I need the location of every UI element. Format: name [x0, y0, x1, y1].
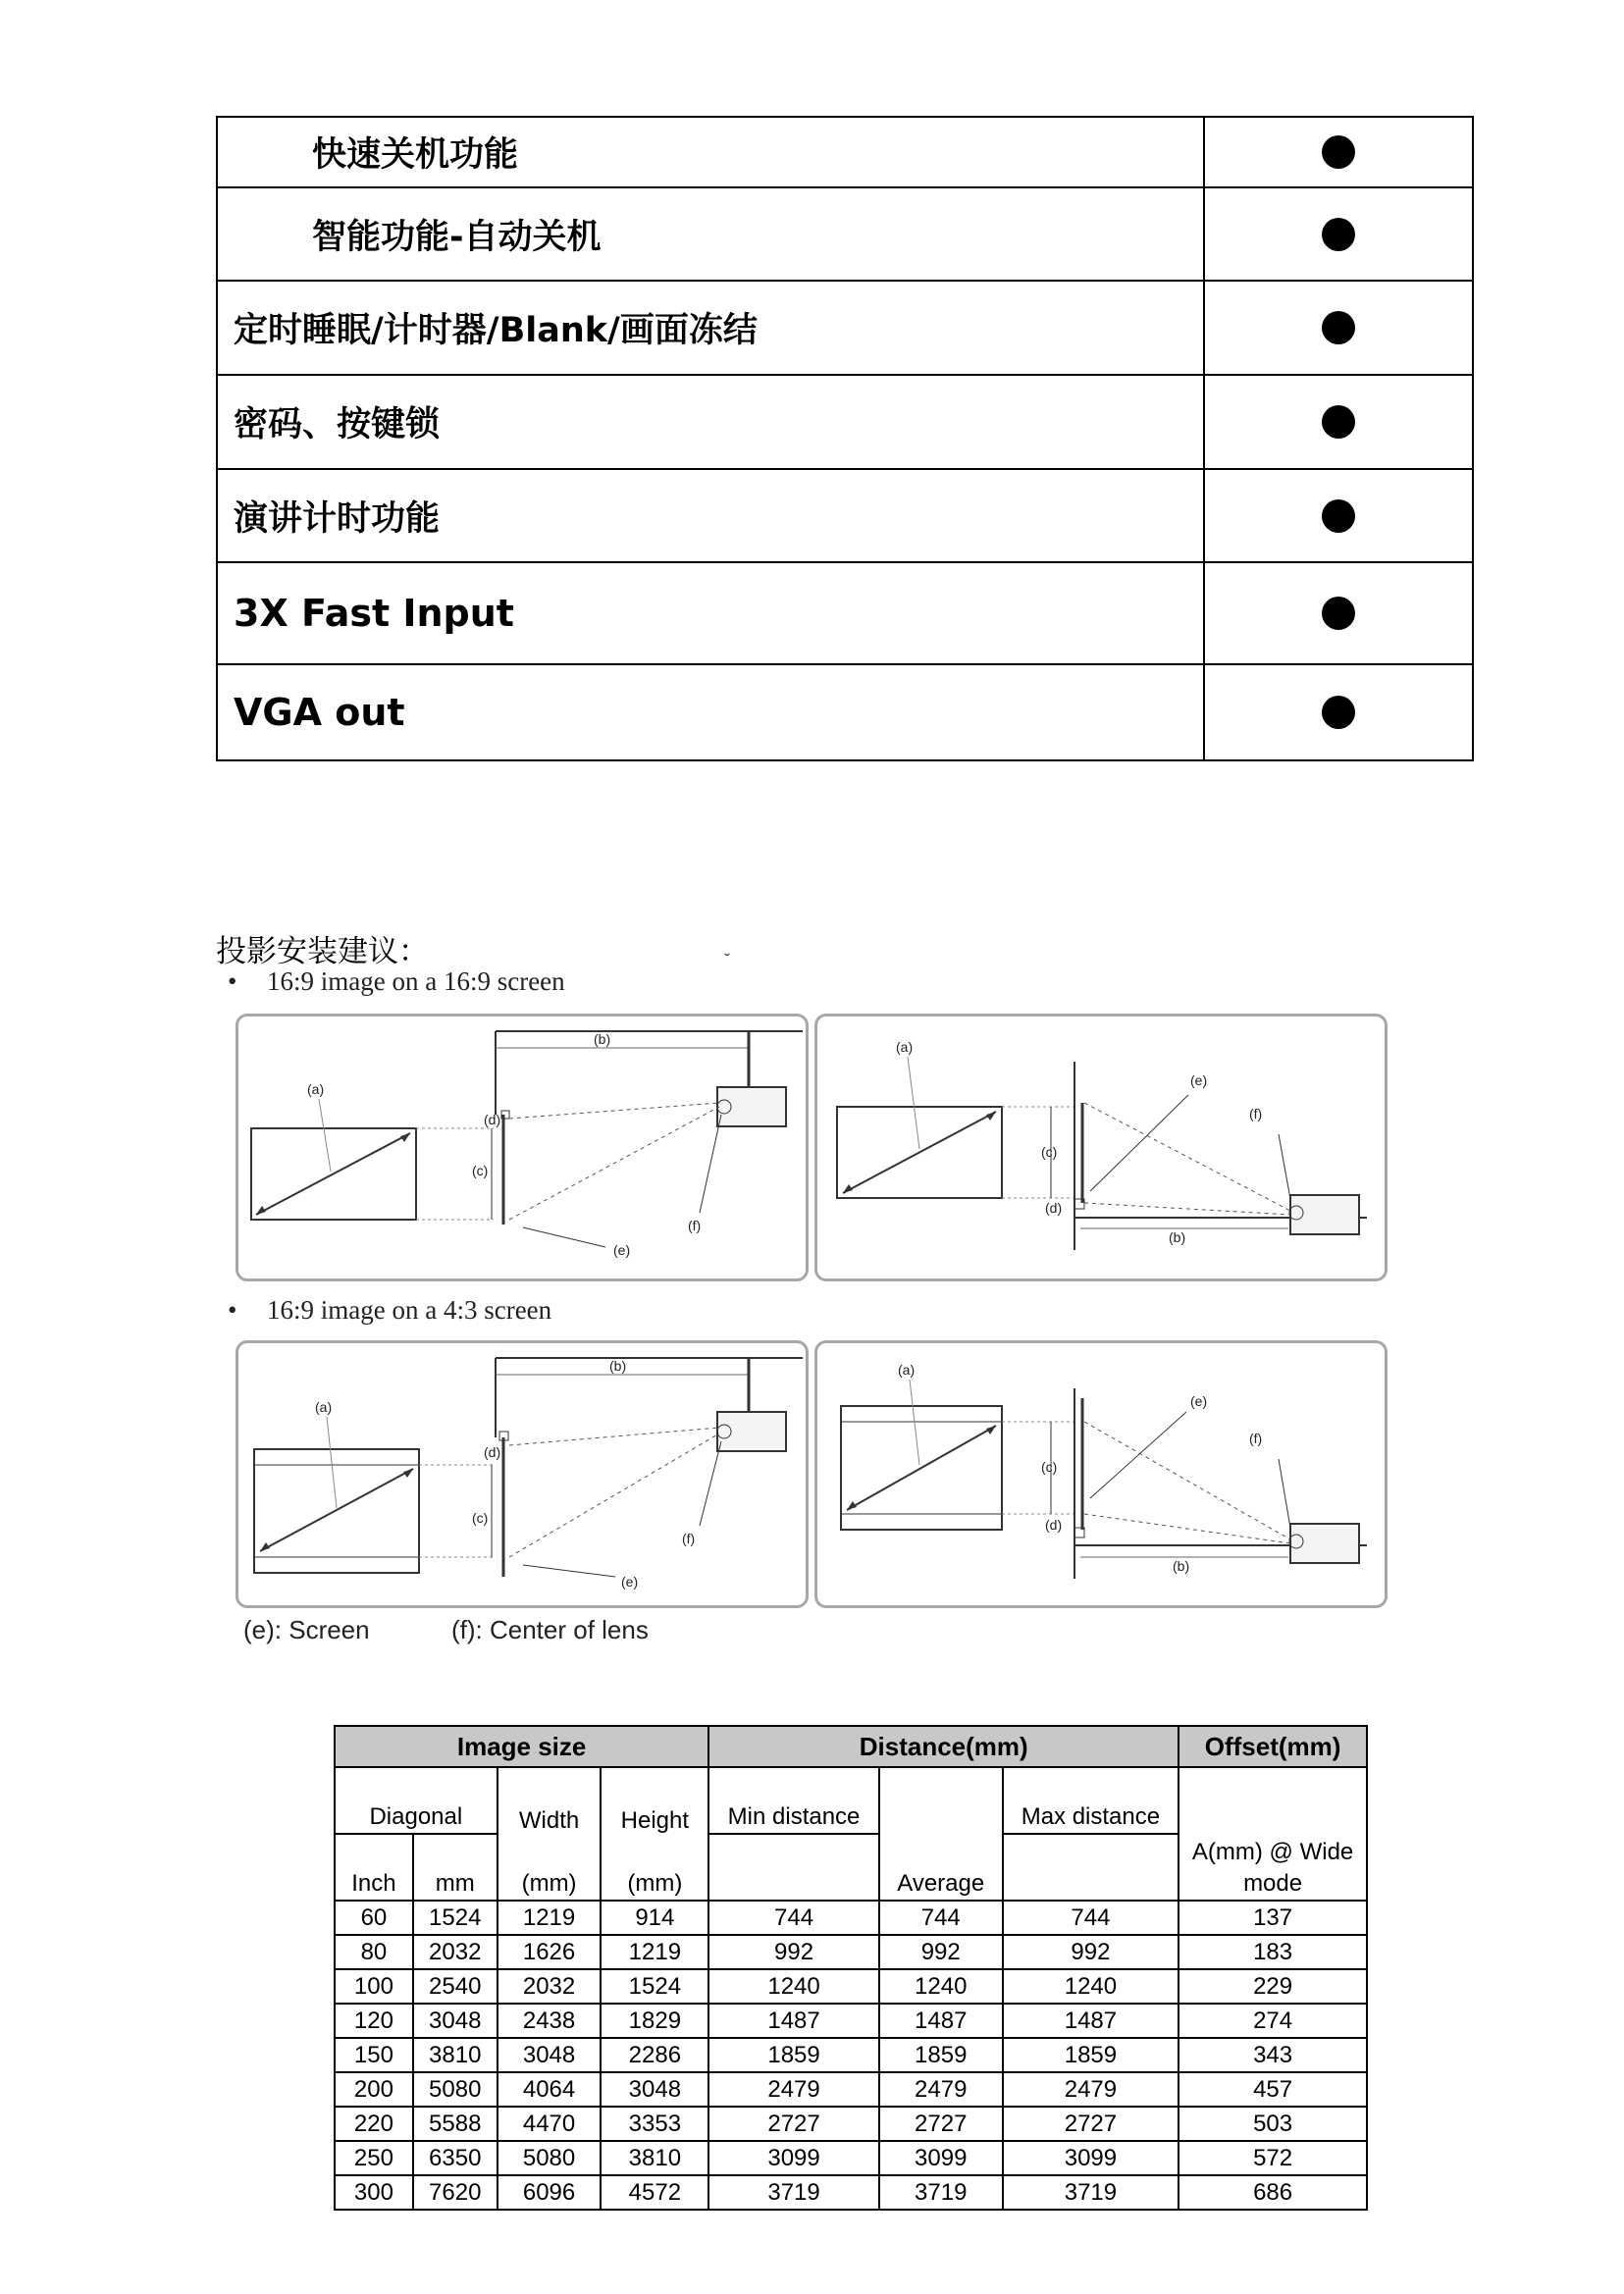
cell-offset: 686	[1179, 2175, 1367, 2210]
floor-mount-diagram	[817, 1017, 1390, 1284]
header-min-distance: Min distance	[708, 1767, 879, 1834]
cell-max: 2479	[1003, 2072, 1179, 2107]
feature-row	[217, 117, 1473, 187]
feature-support-cell	[1204, 375, 1473, 469]
feature-row	[217, 281, 1473, 375]
diagonal-arrow	[260, 1469, 413, 1551]
projection-ray	[1084, 1514, 1290, 1543]
cell-average: 1859	[879, 2038, 1003, 2072]
cell-average: 744	[879, 1901, 1003, 1935]
bullet-icon: •	[228, 1295, 237, 1325]
cell-offset: 183	[1179, 1935, 1367, 1969]
cell-inch: 300	[335, 2175, 413, 2210]
section-heading: 投影安装建议：	[216, 934, 429, 969]
feature-row	[217, 562, 1473, 664]
cell-offset: 572	[1179, 2141, 1367, 2175]
cell-average: 2727	[879, 2107, 1003, 2141]
cell-max: 1859	[1003, 2038, 1179, 2072]
caption-text: 16:9 image on a 4:3 screen	[267, 1295, 552, 1325]
diagram-floor-16-9	[814, 1014, 1388, 1281]
legend-screen: (e): Screen	[243, 1615, 370, 1644]
filled-circle-icon	[1322, 218, 1355, 251]
feature-name: 快速关机功能	[217, 117, 1204, 187]
feature-support-cell	[1204, 664, 1473, 760]
floor-mount-diagram	[817, 1343, 1390, 1611]
label-d: (d)	[484, 1112, 501, 1127]
leader-line	[319, 1099, 331, 1172]
cell-average: 2479	[879, 2072, 1003, 2107]
cell-min: 1859	[708, 2038, 879, 2072]
feature-name: 3X Fast Input	[217, 562, 1204, 664]
cell-mm: 2540	[413, 1969, 498, 2004]
label-f: (f)	[688, 1218, 702, 1233]
filled-circle-icon	[1322, 696, 1355, 729]
bullet-icon: •	[228, 966, 237, 996]
empty-cell	[708, 1834, 879, 1901]
diagonal-arrow	[847, 1426, 996, 1510]
leader-line	[327, 1417, 337, 1508]
cell-mm: 7620	[413, 2175, 498, 2210]
cell-height: 1219	[601, 1935, 708, 1969]
arrow-head	[986, 1426, 996, 1434]
header-width-label: Width	[518, 1807, 580, 1834]
header-image-size: Image size	[335, 1726, 708, 1767]
feature-name: VGA out	[217, 664, 1204, 760]
label-c: (c)	[1041, 1144, 1058, 1160]
cell-mm: 3048	[413, 2004, 498, 2038]
table-subheader	[335, 1767, 1367, 1834]
cell-width: 2438	[498, 2004, 602, 2038]
header-height	[601, 1767, 708, 1901]
filled-circle-icon	[1322, 597, 1355, 630]
label-a: (a)	[315, 1399, 333, 1415]
projection-ray	[509, 1103, 719, 1119]
table-row	[335, 2004, 1367, 2038]
label-a: (a)	[898, 1362, 916, 1378]
arrow-head	[400, 1133, 410, 1142]
cell-width: 1219	[498, 1901, 602, 1935]
cell-average: 3099	[879, 2141, 1003, 2175]
diagram-caption	[228, 966, 565, 997]
cell-average: 1240	[879, 1969, 1003, 2004]
cell-max: 744	[1003, 1901, 1179, 1935]
header-max-distance: Max distance	[1003, 1767, 1179, 1834]
legend-lens: (f): Center of lens	[451, 1615, 649, 1644]
leader-line	[908, 1057, 919, 1149]
header-height-unit: (mm)	[627, 1870, 683, 1897]
feature-support-cell	[1204, 469, 1473, 562]
diagram-ceiling-16-9	[236, 1014, 809, 1281]
cell-height: 3810	[601, 2141, 708, 2175]
header-distance: Distance(mm)	[708, 1726, 1179, 1767]
cell-min: 3719	[708, 2175, 879, 2210]
empty-cell	[1003, 1834, 1179, 1901]
feature-row	[217, 375, 1473, 469]
table-row	[335, 2141, 1367, 2175]
label-f: (f)	[1249, 1106, 1263, 1121]
cell-offset: 274	[1179, 2004, 1367, 2038]
cell-min: 1487	[708, 2004, 879, 2038]
feature-support-cell	[1204, 187, 1473, 281]
label-f: (f)	[1249, 1431, 1263, 1446]
header-offset-wide: A(mm) @ Wide mode	[1179, 1767, 1367, 1901]
label-e: (e)	[621, 1574, 639, 1590]
cell-inch: 250	[335, 2141, 413, 2175]
header-average: Average	[879, 1767, 1003, 1901]
cell-inch: 100	[335, 1969, 413, 2004]
cell-mm: 1524	[413, 1901, 498, 1935]
distance-rows	[335, 1901, 1367, 2210]
cell-inch: 60	[335, 1901, 413, 1935]
label-b: (b)	[609, 1358, 627, 1374]
cell-mm: 2032	[413, 1935, 498, 1969]
cell-mm: 5588	[413, 2107, 498, 2141]
cell-offset: 137	[1179, 1901, 1367, 1935]
diagonal-arrow	[256, 1133, 410, 1215]
label-e: (e)	[613, 1242, 631, 1258]
feature-table	[216, 116, 1474, 761]
cell-inch: 200	[335, 2072, 413, 2107]
cell-width: 1626	[498, 1935, 602, 1969]
label-f: (f)	[682, 1531, 696, 1546]
cell-inch: 220	[335, 2107, 413, 2141]
cell-max: 3719	[1003, 2175, 1179, 2210]
feature-support-cell	[1204, 562, 1473, 664]
cell-height: 1829	[601, 2004, 708, 2038]
cell-min: 2727	[708, 2107, 879, 2141]
cell-min: 1240	[708, 1969, 879, 2004]
distance-table	[334, 1725, 1368, 2211]
cell-height: 3048	[601, 2072, 708, 2107]
projector-icon	[1290, 1195, 1359, 1234]
cell-width: 2032	[498, 1969, 602, 2004]
cell-max: 2727	[1003, 2107, 1179, 2141]
cell-offset: 229	[1179, 1969, 1367, 2004]
label-c: (c)	[472, 1510, 489, 1526]
label-b: (b)	[1169, 1229, 1186, 1245]
label-d: (d)	[1045, 1200, 1063, 1216]
cell-min: 3099	[708, 2141, 879, 2175]
cell-max: 992	[1003, 1935, 1179, 1969]
cell-average: 992	[879, 1935, 1003, 1969]
feature-name: 密码、按键锁	[217, 375, 1204, 469]
ceiling-mount-diagram	[238, 1343, 812, 1611]
projector-icon	[1290, 1524, 1359, 1563]
caption-text: 16:9 image on a 16:9 screen	[267, 966, 565, 996]
cell-inch: 120	[335, 2004, 413, 2038]
leader-line	[523, 1227, 605, 1247]
feature-row	[217, 664, 1473, 760]
label-e: (e)	[1190, 1072, 1208, 1088]
label-c: (c)	[1041, 1459, 1058, 1475]
filled-circle-icon	[1322, 311, 1355, 344]
table-group-header	[335, 1726, 1367, 1767]
projector-icon	[717, 1412, 786, 1451]
table-row	[335, 1969, 1367, 2004]
cell-offset: 457	[1179, 2072, 1367, 2107]
cell-max: 1240	[1003, 1969, 1179, 2004]
leader-line	[700, 1115, 721, 1213]
cell-width: 6096	[498, 2175, 602, 2210]
header-mm: mm	[413, 1834, 498, 1901]
table-row	[335, 2038, 1367, 2072]
arrow-head	[256, 1206, 266, 1215]
cell-width: 4064	[498, 2072, 602, 2107]
cell-height: 1524	[601, 1969, 708, 2004]
cell-inch: 150	[335, 2038, 413, 2072]
arrow-head	[403, 1469, 413, 1478]
label-d: (d)	[484, 1444, 501, 1460]
cell-inch: 80	[335, 1935, 413, 1969]
feature-name: 定时睡眠/计时器/Blank/画面冻结	[217, 281, 1204, 375]
table-row	[335, 2107, 1367, 2141]
cell-height: 4572	[601, 2175, 708, 2210]
cell-mm: 5080	[413, 2072, 498, 2107]
cell-width: 5080	[498, 2141, 602, 2175]
filled-circle-icon	[1322, 135, 1355, 169]
arrow-head	[847, 1501, 857, 1510]
cell-height: 2286	[601, 2038, 708, 2072]
label-e: (e)	[1190, 1393, 1208, 1409]
header-inch: Inch	[335, 1834, 413, 1901]
projector-icon	[717, 1087, 786, 1126]
header-width	[498, 1767, 602, 1901]
projection-ray	[509, 1107, 719, 1220]
arrow-head	[843, 1184, 853, 1193]
label-d: (d)	[1045, 1517, 1063, 1533]
table-row	[335, 1935, 1367, 1969]
filled-circle-icon	[1322, 405, 1355, 439]
arrow-head	[986, 1112, 996, 1121]
cell-min: 744	[708, 1901, 879, 1935]
label-b: (b)	[594, 1031, 611, 1047]
cell-mm: 3810	[413, 2038, 498, 2072]
diagram-caption	[228, 1295, 551, 1326]
diagonal-arrow	[843, 1112, 996, 1193]
header-offset: Offset(mm)	[1179, 1726, 1367, 1767]
cell-height: 3353	[601, 2107, 708, 2141]
cell-offset: 343	[1179, 2038, 1367, 2072]
feature-row	[217, 469, 1473, 562]
feature-name: 演讲计时功能	[217, 469, 1204, 562]
stray-mark: ˘	[724, 950, 730, 969]
header-diagonal: Diagonal	[335, 1767, 498, 1834]
leader-line	[523, 1565, 615, 1577]
leader-line	[1279, 1459, 1290, 1528]
diagram-floor-4-3	[814, 1340, 1388, 1608]
cell-height: 914	[601, 1901, 708, 1935]
leader-line	[1279, 1134, 1290, 1199]
label-b: (b)	[1173, 1558, 1190, 1574]
feature-row	[217, 187, 1473, 281]
cell-min: 2479	[708, 2072, 879, 2107]
feature-support-cell	[1204, 117, 1473, 187]
table-row	[335, 2072, 1367, 2107]
table-row	[335, 1901, 1367, 1935]
cell-width: 4470	[498, 2107, 602, 2141]
projection-ray	[509, 1428, 719, 1445]
cell-width: 3048	[498, 2038, 602, 2072]
diagram-ceiling-4-3	[236, 1340, 809, 1608]
filled-circle-icon	[1322, 499, 1355, 533]
table-row	[335, 2175, 1367, 2210]
cell-average: 3719	[879, 2175, 1003, 2210]
ceiling-mount-diagram	[238, 1017, 812, 1284]
leader-line	[1090, 1412, 1186, 1498]
leader-line	[700, 1441, 721, 1526]
label-a: (a)	[307, 1081, 325, 1097]
cell-mm: 6350	[413, 2141, 498, 2175]
cell-max: 3099	[1003, 2141, 1179, 2175]
label-c: (c)	[472, 1163, 489, 1178]
feature-support-cell	[1204, 281, 1473, 375]
label-a: (a)	[896, 1039, 914, 1055]
header-width-unit: (mm)	[521, 1870, 577, 1897]
cell-max: 1487	[1003, 2004, 1179, 2038]
cell-min: 992	[708, 1935, 879, 1969]
cell-average: 1487	[879, 2004, 1003, 2038]
projection-ray	[1084, 1203, 1290, 1215]
header-height-label: Height	[620, 1807, 690, 1834]
feature-name: 智能功能-自动关机	[217, 187, 1204, 281]
leader-line	[1090, 1095, 1188, 1191]
arrow-head	[260, 1542, 270, 1551]
cell-offset: 503	[1179, 2107, 1367, 2141]
